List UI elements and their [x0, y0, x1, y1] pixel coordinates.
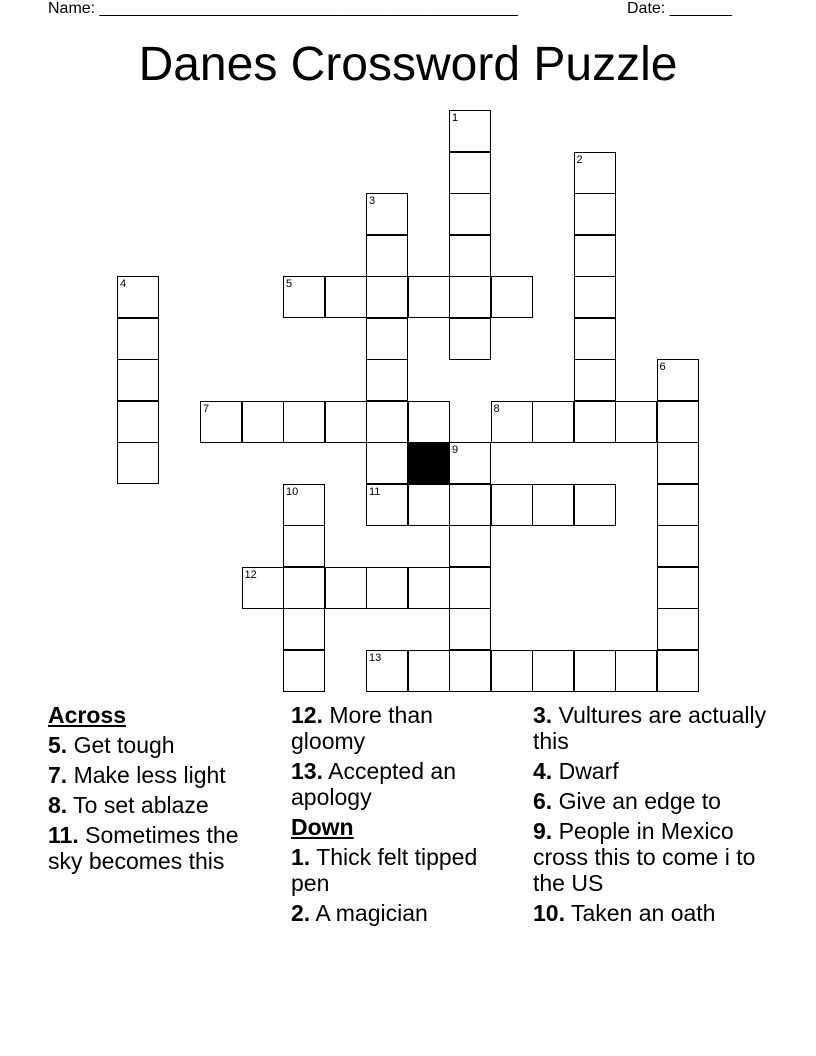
- grid-cell[interactable]: [283, 484, 325, 526]
- clue-down-2: 2. A magician: [291, 900, 428, 926]
- cell-number: 1: [452, 112, 459, 124]
- clue-across-8: 8. To set ablaze: [48, 792, 209, 818]
- grid-cell[interactable]: [615, 401, 657, 443]
- clues-column-1: [48, 702, 270, 878]
- grid-cell[interactable]: [366, 401, 408, 443]
- grid-cell[interactable]: [366, 484, 408, 526]
- grid-cell[interactable]: [366, 318, 408, 360]
- grid-cell[interactable]: [117, 442, 159, 484]
- grid-cell[interactable]: [366, 442, 408, 484]
- grid-cell[interactable]: [449, 567, 491, 609]
- grid-cell[interactable]: [449, 235, 491, 277]
- grid-cell[interactable]: [657, 484, 699, 526]
- grid-cell[interactable]: [449, 193, 491, 235]
- grid-cell[interactable]: [574, 359, 616, 401]
- clue-down-9: 9. People in Mexico cross this to come i to the US: [533, 818, 756, 896]
- grid-cell[interactable]: [117, 276, 159, 318]
- grid-cell[interactable]: [325, 401, 367, 443]
- grid-cell[interactable]: [574, 152, 616, 194]
- cell-number: 2: [576, 153, 583, 166]
- grid-cell[interactable]: [283, 276, 325, 318]
- grid-cell[interactable]: [242, 567, 284, 609]
- clue-down-4: 4. Dwarf: [533, 758, 619, 784]
- grid-cell[interactable]: [325, 276, 367, 318]
- grid-cell[interactable]: [366, 235, 408, 277]
- clue-down-6: 6. Give an edge to: [533, 788, 721, 814]
- grid-cell[interactable]: [574, 193, 616, 235]
- cell-number: 3: [369, 195, 376, 207]
- grid-cell[interactable]: [283, 401, 325, 443]
- clue-across-13: 13. Accepted an apology: [291, 758, 456, 810]
- grid-cell[interactable]: [283, 567, 325, 609]
- clue-across-12: 12. More than gloomy: [291, 702, 433, 754]
- cell-number: 6: [659, 361, 666, 373]
- cell-number: 13: [369, 651, 382, 664]
- grid-cell[interactable]: [449, 152, 491, 194]
- grid-cell[interactable]: [117, 318, 159, 360]
- grid-cell[interactable]: [200, 401, 242, 443]
- clue-across-5: 5. Get tough: [48, 732, 175, 758]
- grid-cell[interactable]: [491, 484, 533, 526]
- grid-cell[interactable]: [408, 401, 450, 443]
- grid-cell[interactable]: [491, 276, 533, 318]
- name-line: Name: _______________________________________________: [48, 0, 518, 17]
- grid-cell[interactable]: [449, 318, 491, 360]
- clues-column-2: [291, 702, 513, 930]
- grid-cell[interactable]: [491, 401, 533, 443]
- grid-cell[interactable]: [408, 276, 450, 318]
- clue-across-11: 11. Sometimes the sky becomes this: [48, 822, 239, 874]
- cell-number: 8: [493, 402, 500, 415]
- grid-cell[interactable]: [449, 276, 491, 318]
- down-heading: Down: [291, 814, 354, 840]
- grid-cell[interactable]: [491, 650, 533, 692]
- grid-cell[interactable]: [657, 401, 699, 443]
- grid-cell[interactable]: [283, 650, 325, 692]
- page-title: Danes Crossword Puzzle: [138, 38, 678, 91]
- grid-cell[interactable]: [574, 276, 616, 318]
- clues-column-3: [533, 702, 773, 930]
- grid-cell[interactable]: [657, 567, 699, 609]
- grid-cell[interactable]: [283, 525, 325, 567]
- grid-cell[interactable]: [325, 567, 367, 609]
- cell-number: 4: [120, 278, 127, 290]
- cell-number: 12: [244, 568, 257, 581]
- cell-number: 5: [286, 278, 293, 290]
- grid-cell[interactable]: [366, 650, 408, 692]
- grid-cell[interactable]: [449, 484, 491, 526]
- grid-cell[interactable]: [408, 567, 450, 609]
- grid-cell[interactable]: [408, 650, 450, 692]
- grid-cell[interactable]: [574, 650, 616, 692]
- across-heading: Across: [48, 702, 126, 728]
- grid-cell[interactable]: [657, 442, 699, 484]
- grid-cell[interactable]: [532, 401, 574, 443]
- grid-cell[interactable]: [408, 484, 450, 526]
- cell-number: 9: [452, 444, 459, 456]
- grid-cell[interactable]: [449, 650, 491, 692]
- grid-cell[interactable]: [574, 318, 616, 360]
- clue-down-3: 3. Vultures are actually this: [533, 702, 767, 754]
- grid-cell[interactable]: [366, 567, 408, 609]
- clue-down-10: 10. Taken an oath: [533, 900, 716, 926]
- grid-cell[interactable]: [366, 193, 408, 235]
- grid-cell[interactable]: [449, 525, 491, 567]
- grid-cell[interactable]: [117, 359, 159, 401]
- date-line: Date: _______: [627, 0, 732, 17]
- grid-cell[interactable]: [657, 650, 699, 692]
- grid-cell[interactable]: [366, 276, 408, 318]
- grid-cell[interactable]: [657, 608, 699, 650]
- grid-cell[interactable]: [117, 401, 159, 443]
- grid-cell[interactable]: [242, 401, 284, 443]
- clue-across-7: 7. Make less light: [48, 762, 226, 788]
- cell-number: 7: [203, 402, 210, 415]
- grid-cell[interactable]: [532, 484, 574, 526]
- grid-cell[interactable]: [574, 401, 616, 443]
- grid-cell[interactable]: [532, 650, 574, 692]
- grid-cell[interactable]: [615, 650, 657, 692]
- grid-cell[interactable]: [366, 359, 408, 401]
- grid-cell[interactable]: [574, 484, 616, 526]
- grid-cell[interactable]: [657, 525, 699, 567]
- grid-cell[interactable]: [283, 608, 325, 650]
- grid-block: [408, 442, 450, 484]
- grid-cell[interactable]: [449, 110, 491, 152]
- cell-number: 11: [369, 485, 381, 498]
- clue-down-1: 1. Thick felt tipped pen: [291, 844, 478, 896]
- cell-number: 10: [286, 485, 299, 498]
- grid-cell[interactable]: [449, 442, 491, 484]
- grid-cell[interactable]: [449, 608, 491, 650]
- grid-cell[interactable]: [657, 359, 699, 401]
- grid-cell[interactable]: [574, 235, 616, 277]
